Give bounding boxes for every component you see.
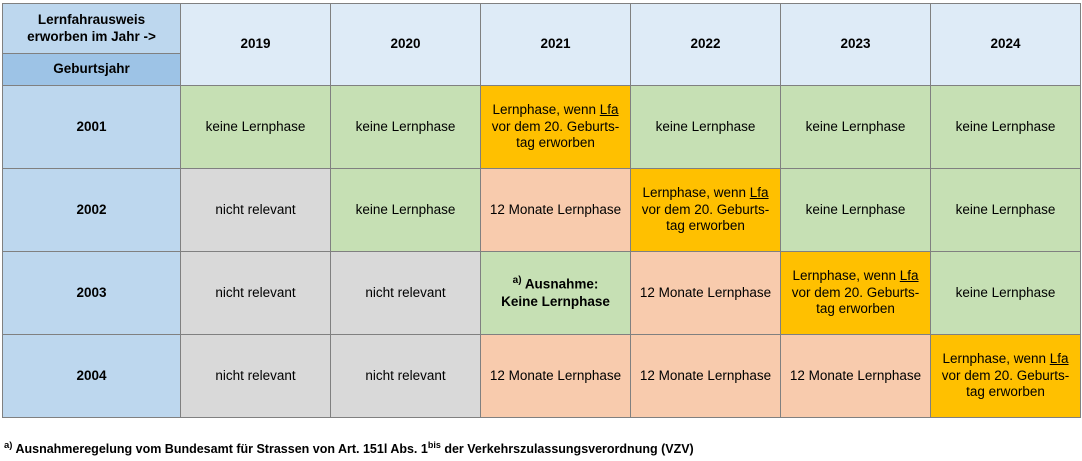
cell-text: keine Lernphase <box>355 201 456 217</box>
footnote <box>4 440 694 457</box>
corner-header-birth-year: Geburtsjahr <box>3 54 181 86</box>
cell-2001-2022 <box>631 86 781 169</box>
cell-2001-2024 <box>931 86 1081 169</box>
cell-text: keine Lernphase <box>805 201 906 217</box>
cell-2001-2021 <box>481 86 631 169</box>
table-row <box>3 335 1081 418</box>
column-header-2019: 2019 <box>181 4 331 86</box>
cell-2004-2020 <box>331 335 481 418</box>
cell-text: keine Lernphase <box>355 118 456 134</box>
cell-2003-2023 <box>781 252 931 335</box>
row-header-2003: 2003 <box>3 252 181 335</box>
cell-text-prefix: Lernphase, wenn <box>792 267 900 283</box>
cell-2003-2022 <box>631 252 781 335</box>
footnote-text-part2: der Verkehrszulassungsverordnung (VZV) <box>440 442 694 456</box>
cell-text-lfa: Lfa <box>1049 350 1069 366</box>
cell-text-lfa: Lfa <box>749 184 769 200</box>
corner-header-acquisition-year: Lernfahrausweis erworben im Jahr -> <box>3 4 181 54</box>
cell-2003-2020 <box>331 252 481 335</box>
cell-text: 12 Monate Lernphase <box>639 367 772 383</box>
cell-text: keine Lernphase <box>805 118 906 134</box>
cell-text: keine Lernphase <box>205 118 306 134</box>
footnote-marker-inline: a) <box>512 275 522 287</box>
column-header-2024: 2024 <box>931 4 1081 86</box>
row-header-2004: 2004 <box>3 335 181 418</box>
column-header-2020: 2020 <box>331 4 481 86</box>
cell-2004-2019 <box>181 335 331 418</box>
cell-text: nicht relevant <box>215 367 296 383</box>
column-header-2021: 2021 <box>481 4 631 86</box>
cell-text-prefix: Lernphase, wenn <box>642 184 750 200</box>
cell-text: 12 Monate Lernphase <box>639 284 772 300</box>
cell-2003-2024 <box>931 252 1081 335</box>
cell-text-line1: Ausnahme: <box>524 276 599 292</box>
cell-text: 12 Monate Lernphase <box>489 367 622 383</box>
cell-2002-2024 <box>931 169 1081 252</box>
column-header-2023: 2023 <box>781 4 931 86</box>
cell-text-suffix: vor dem 20. Geburts-tag erworben <box>491 118 620 151</box>
cell-2002-2021 <box>481 169 631 252</box>
cell-text-suffix: vor dem 20. Geburts-tag erworben <box>641 201 770 234</box>
cell-2004-2021 <box>481 335 631 418</box>
table-row <box>3 252 1081 335</box>
footnote-superscript: bis <box>427 439 441 450</box>
cell-2004-2024 <box>931 335 1081 418</box>
cell-2001-2019 <box>181 86 331 169</box>
cell-text: nicht relevant <box>365 284 446 300</box>
cell-2002-2020 <box>331 169 481 252</box>
cell-text: keine Lernphase <box>655 118 756 134</box>
cell-2001-2023 <box>781 86 931 169</box>
lernphase-table <box>2 3 1081 418</box>
cell-text: nicht relevant <box>215 284 296 300</box>
cell-2002-2019 <box>181 169 331 252</box>
cell-text: keine Lernphase <box>955 284 1056 300</box>
cell-text: nicht relevant <box>215 201 296 217</box>
footnote-marker: a) <box>4 439 13 451</box>
row-header-2001: 2001 <box>3 86 181 169</box>
cell-text: 12 Monate Lernphase <box>789 367 922 383</box>
cell-2002-2023 <box>781 169 931 252</box>
table-row <box>3 169 1081 252</box>
cell-text: nicht relevant <box>365 367 446 383</box>
cell-2001-2020 <box>331 86 481 169</box>
cell-text: 12 Monate Lernphase <box>489 201 622 217</box>
cell-2003-2019 <box>181 252 331 335</box>
row-header-2002: 2002 <box>3 169 181 252</box>
table-header-row <box>3 4 1081 54</box>
footnote-text-part1: Ausnahmeregelung vom Bundesamt für Strassen von Art. 151l Abs. 1 <box>12 442 428 456</box>
cell-text-lfa: Lfa <box>599 101 619 117</box>
cell-text-prefix: Lernphase, wenn <box>492 101 600 117</box>
cell-2004-2022 <box>631 335 781 418</box>
table-row <box>3 86 1081 169</box>
cell-text-line2: Keine Lernphase <box>501 293 610 309</box>
cell-2002-2022 <box>631 169 781 252</box>
cell-2004-2023 <box>781 335 931 418</box>
cell-text-suffix: vor dem 20. Geburts-tag erworben <box>791 284 920 317</box>
cell-text: keine Lernphase <box>955 201 1056 217</box>
lernphase-matrix-sheet <box>0 3 1082 461</box>
cell-2003-2021 <box>481 252 631 335</box>
column-header-2022: 2022 <box>631 4 781 86</box>
cell-text: keine Lernphase <box>955 118 1056 134</box>
cell-text-suffix: vor dem 20. Geburts-tag erworben <box>941 367 1070 400</box>
cell-text-lfa: Lfa <box>899 267 919 283</box>
cell-text-prefix: Lernphase, wenn <box>942 350 1050 366</box>
